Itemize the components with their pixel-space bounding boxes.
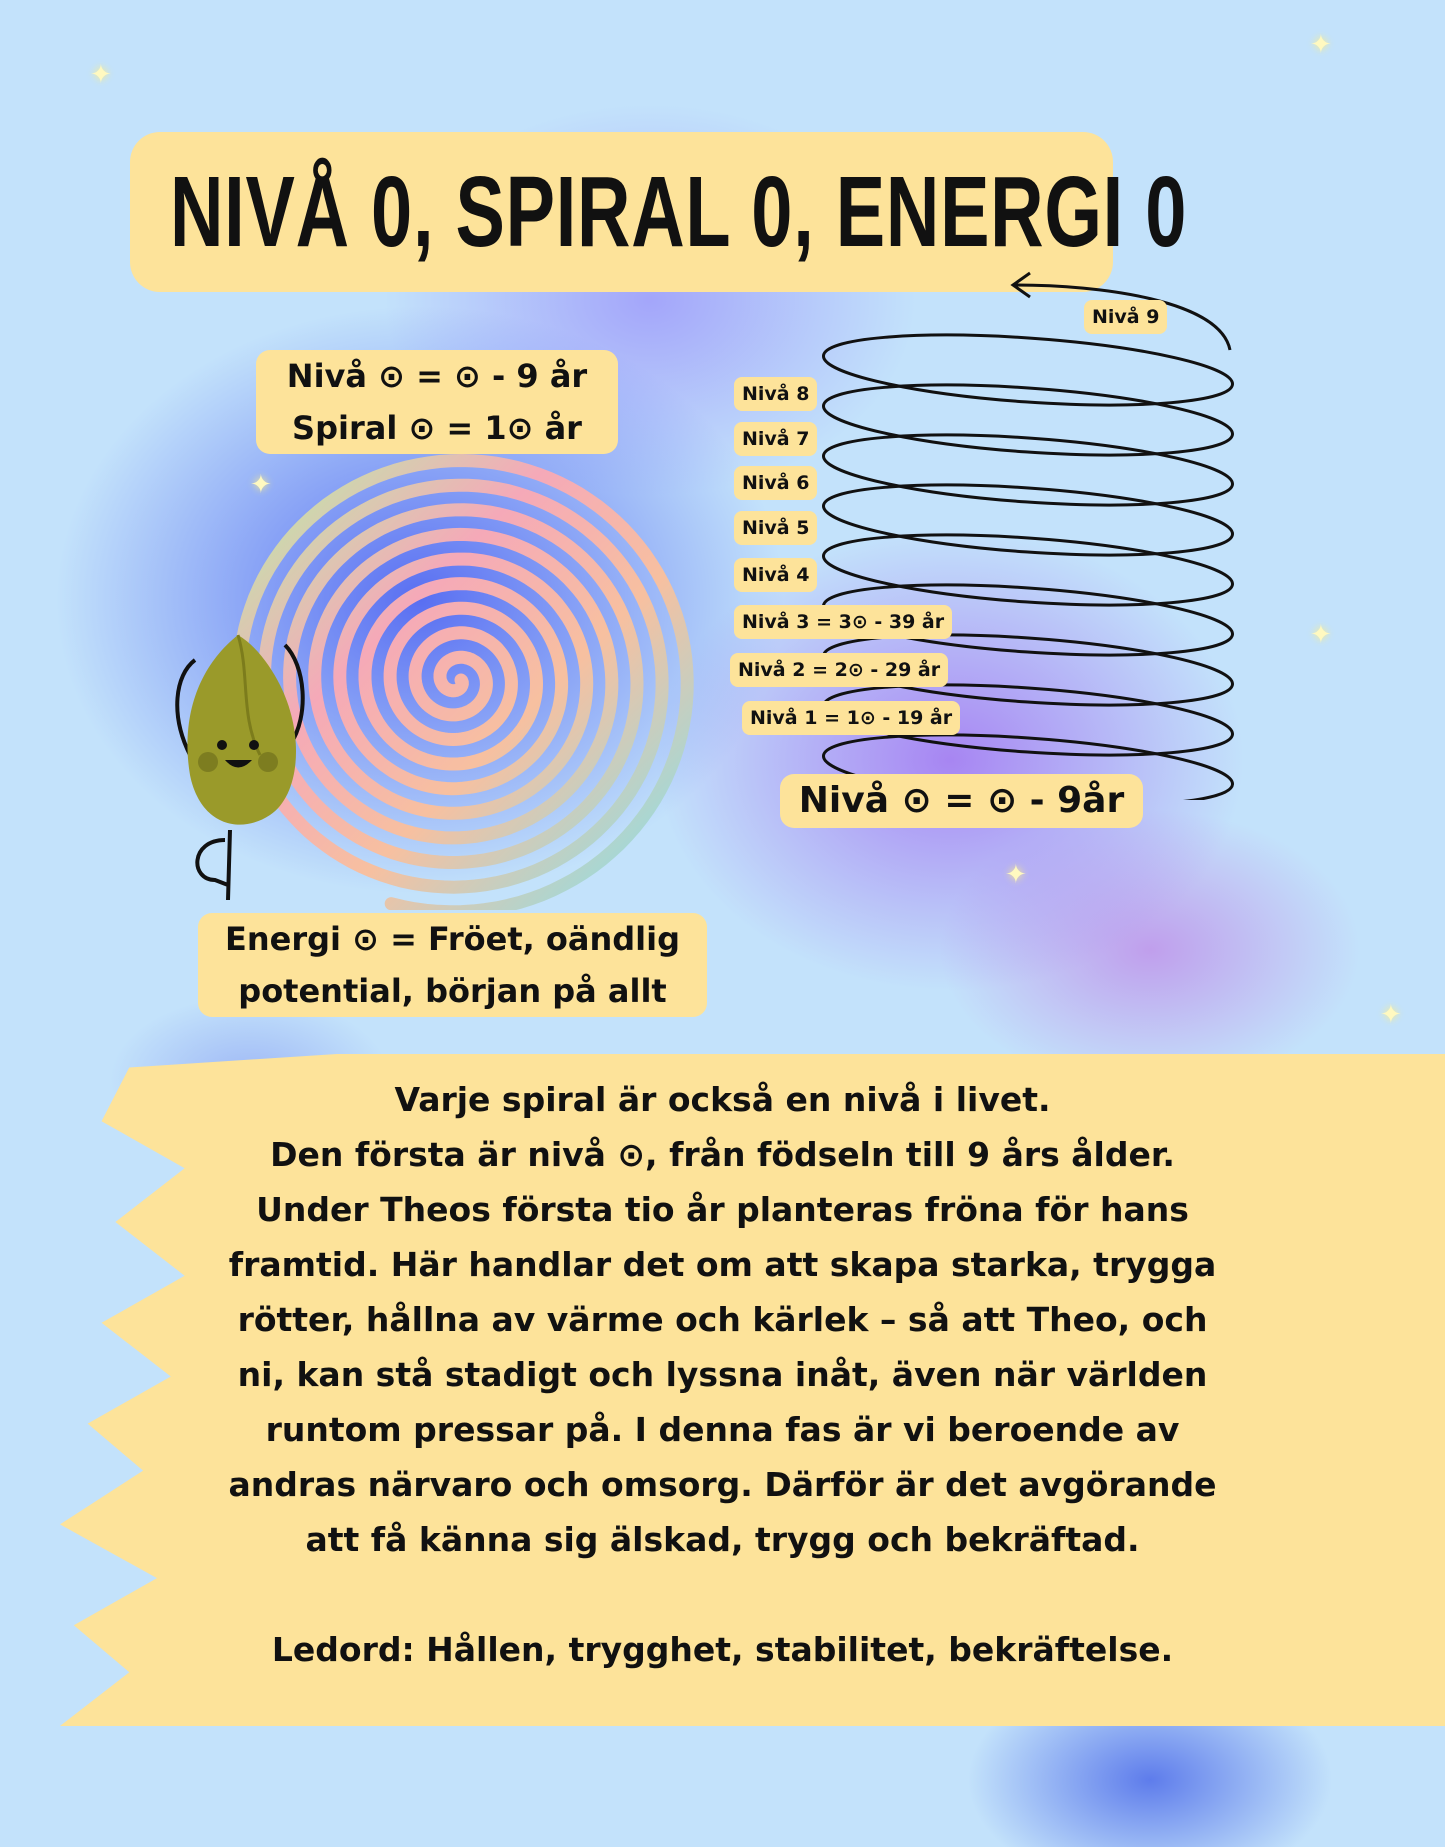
star-icon: ✦	[1005, 860, 1027, 890]
body-line: Varje spiral är också en nivå i livet.	[394, 1080, 1051, 1119]
body-line: runtom pressar på. I denna fas är vi beroende av	[265, 1410, 1180, 1449]
star-icon: ✦	[250, 470, 272, 500]
body-line: Under Theos första tio år planteras fröna för hans	[256, 1190, 1189, 1229]
star-icon: ✦	[1380, 1000, 1402, 1030]
body-line: att få känna sig älskad, trygg och bekräftad.	[305, 1520, 1140, 1559]
body-line: framtid. Här handlar det om att skapa starka, trygga	[228, 1245, 1217, 1284]
coil-loop	[821, 474, 1234, 566]
coil-label-3: Nivå 3 = 3⊙ - 39 år	[734, 605, 952, 639]
body-line: ni, kan stå stadigt och lyssna inåt, även när världen	[237, 1355, 1208, 1394]
energy-label	[198, 913, 707, 1017]
body-line: Den första är nivå ⊙, från födseln till 9 års ålder.	[270, 1135, 1175, 1174]
seed-character	[170, 625, 320, 905]
spiral-label-text: Spiral ⊙ = 1⊙ år	[292, 409, 582, 447]
coil-loop	[821, 374, 1234, 466]
body-line: rötter, hållna av värme och kärlek – så att Theo, och	[237, 1300, 1208, 1339]
star-icon: ✦	[1310, 30, 1332, 60]
coil-label-5: Nivå 5	[734, 511, 817, 545]
page-title	[130, 132, 1188, 292]
star-icon: ✦	[1310, 620, 1332, 650]
keywords: Ledord: Hållen, trygghet, stabilitet, bekräftelse.	[271, 1630, 1174, 1669]
coil-label-9: Nivå 9	[1084, 300, 1167, 334]
title-text: NIVÅ 0, SPIRAL 0, ENERGI 0	[170, 155, 1188, 268]
coil-label-1: Nivå 1 = 1⊙ - 19 år	[742, 701, 960, 735]
level-label-text: Nivå ⊙ = ⊙ - 9 år	[286, 357, 588, 395]
coil-loop	[821, 424, 1234, 516]
coil-loop	[821, 324, 1234, 416]
coil-label-8: Nivå 8	[734, 377, 817, 411]
coil-label-7: Nivå 7	[734, 422, 817, 456]
energy-label-line: Energi ⊙ = Fröet, oändlig	[224, 920, 681, 958]
star-icon: ✦	[90, 60, 112, 90]
coil-label-4: Nivå 4	[734, 558, 817, 592]
level-0-label: Nivå ⊙ = ⊙ - 9år	[780, 774, 1143, 828]
energy-label-line: potential, början på allt	[238, 972, 667, 1010]
coil-label-6: Nivå 6	[734, 466, 817, 500]
body-text	[160, 1072, 1285, 1677]
coil-loop	[821, 524, 1234, 616]
coil-label-2: Nivå 2 = 2⊙ - 29 år	[730, 653, 948, 687]
body-line: andras närvaro och omsorg. Därför är det avgörande	[228, 1465, 1217, 1504]
